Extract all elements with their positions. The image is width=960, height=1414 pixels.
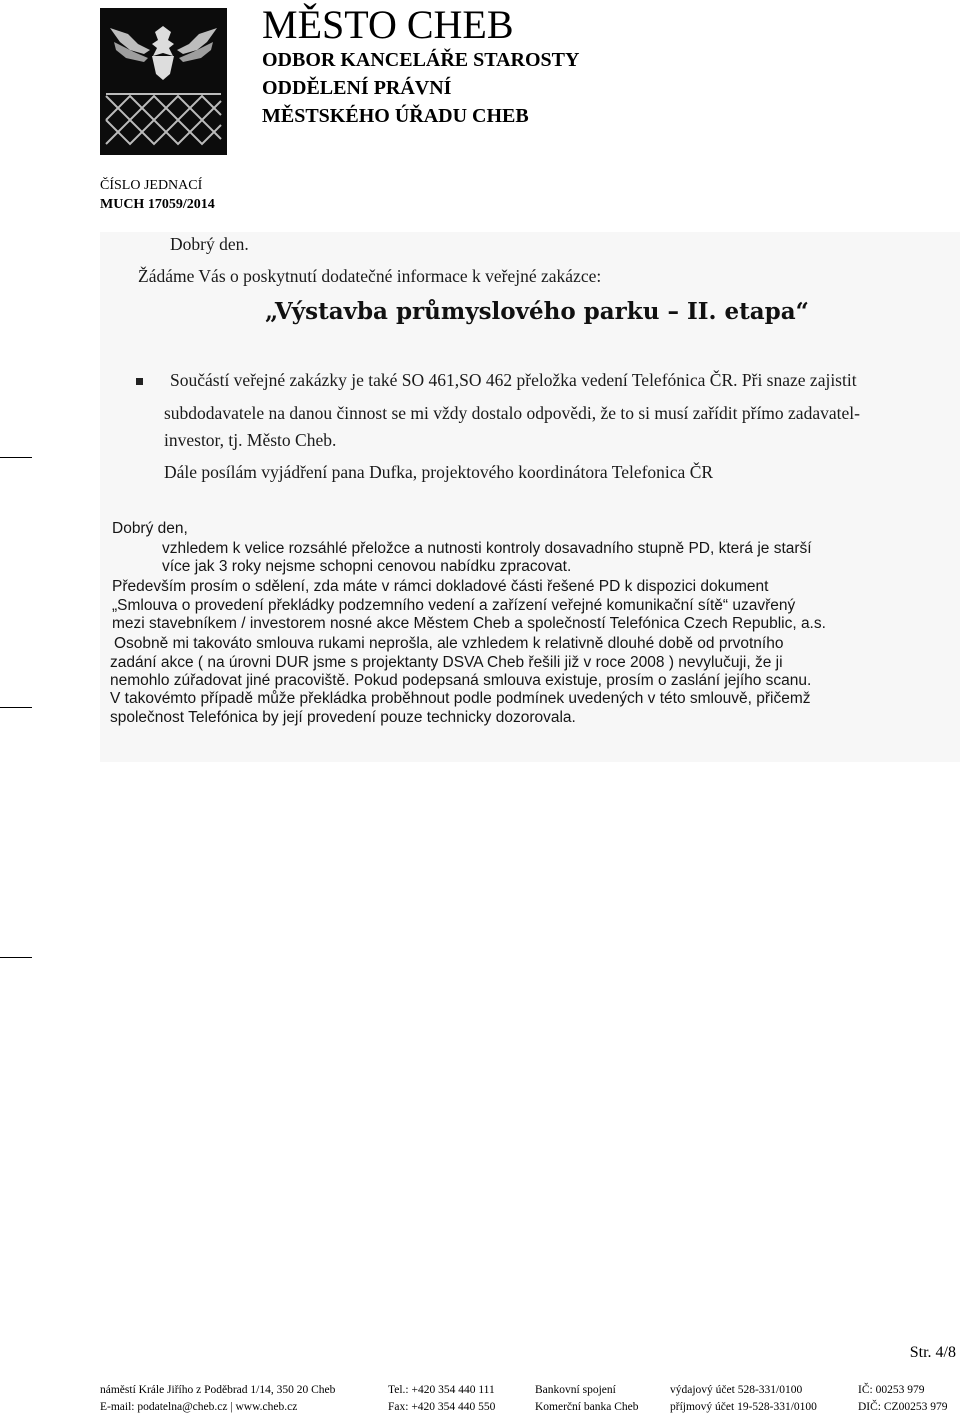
- page-number: Str. 4/8: [909, 1344, 956, 1361]
- reference-number: MUCH 17059/2014: [100, 197, 215, 212]
- footer-ids: [858, 1382, 947, 1414]
- footer-dic: DIČ: CZ00253 979: [858, 1401, 948, 1413]
- footer-tel: Tel.: +420 354 440 111: [388, 1384, 495, 1396]
- coat-of-arms-logo: [100, 8, 227, 155]
- footer-contact-line: E-mail: podatelna@cheb.cz | www.cheb.cz: [100, 1401, 298, 1413]
- scan-forward-line: Dále posílám vyjádření pana Dufka, projektového koordinátora Telefonica ČR: [164, 462, 714, 482]
- scan-quoted-line: Především prosím o sdělení, zda máte v rámci dokladové části řešené PD k dispozici dokument: [112, 578, 769, 595]
- scan-bullet-line: subdodavatele na danou činnost se mi vždy dostalo odpovědi, že to si musí zařídit přímo zadavatel-: [164, 403, 860, 423]
- footer-fax: Fax: +420 354 440 550: [388, 1401, 496, 1413]
- city-name: MĚSTO CHEB: [262, 2, 514, 47]
- scan-greeting: Dobrý den.: [170, 234, 249, 254]
- footer-bank: [535, 1382, 638, 1414]
- reference-block: [100, 176, 215, 214]
- department-line-1: ODBOR KANCELÁŘE STAROSTY: [262, 49, 580, 71]
- scan-bullet-line: investor, tj. Město Cheb.: [164, 430, 337, 450]
- scan-quoted-line: vzhledem k velice rozsáhlé přeložce a nutnosti kontroly dosavadního stupně PD, která je starší: [162, 540, 812, 557]
- scan-request: Žádáme Vás o poskytnutí dodatečné informace k veřejné zakázce:: [138, 266, 602, 286]
- scan-bullet-line: Součástí veřejné zakázky je také SO 461,SO 462 přeložka vedení Telefónica ČR. Při snaze zajistit: [170, 370, 857, 390]
- footer-account-income: příjmový účet 19-528-331/0100: [670, 1401, 817, 1413]
- scan-tender-title: „Výstavba průmyslového parku – II. etapa“: [265, 298, 809, 325]
- footer-bank-label: Bankovní spojení: [535, 1384, 616, 1396]
- scan-quoted-line: Dobrý den,: [112, 520, 188, 537]
- footer-phone: [388, 1382, 495, 1414]
- bullet-icon: [136, 378, 143, 385]
- scan-quoted-line: mezi stavebníkem / investorem nosné akce Městem Cheb a společností Telefónica Czech Republic, a.s.: [112, 615, 826, 632]
- department-line-3: MĚSTSKÉHO ÚŘADU CHEB: [262, 105, 529, 127]
- letterhead: [262, 4, 579, 130]
- scan-quoted-line: Osobně mi takováto smlouva rukami neprošla, ale vzhledem k relativně dlouhé době od prvotního: [114, 635, 784, 652]
- footer-account-expense: výdajový účet 528-331/0100: [670, 1384, 803, 1396]
- scan-quoted-line: V takovémto případě může překládka proběhnout podle podmínek uvedených v této smlouvě, přičemž: [110, 690, 811, 707]
- footer-address-line: náměstí Krále Jiřího z Poděbrad 1/14, 350 20 Cheb: [100, 1384, 336, 1396]
- reference-label: ČÍSLO JEDNACÍ: [100, 178, 203, 193]
- footer-address: [100, 1382, 335, 1414]
- footer-accounts: [670, 1382, 817, 1414]
- margin-rule: [0, 457, 32, 458]
- department-line-2: ODDĚLENÍ PRÁVNÍ: [262, 77, 452, 99]
- scan-quoted-line: zadání akce ( na úrovni DUR jsme s projektanty DSVA Cheb řešili již v roce 2008 ) nevylučuji, že ji: [110, 654, 783, 671]
- margin-rule: [0, 957, 32, 958]
- scan-quoted-line: „Smlouva o provedení překládky podzemního vedení a zařízení veřejné komunikační sítě“ uzavřený: [112, 597, 796, 614]
- margin-rule: [0, 707, 32, 708]
- scanned-email-image: [100, 232, 960, 762]
- footer-ic: IČ: 00253 979: [858, 1384, 925, 1396]
- footer-bank-name: Komerční banka Cheb: [535, 1401, 639, 1413]
- scan-quoted-line: společnost Telefónica by její provedení pouze technicky dozorovala.: [110, 709, 576, 726]
- scan-quoted-line: nemohlo zúřadovat jiné pracoviště. Pokud podepsaná smlouva existuje, prosím o zaslání jejího scanu.: [110, 672, 812, 689]
- scan-quoted-line: více jak 3 roky nejsme schopni cenovou nabídku zpracovat.: [162, 558, 572, 575]
